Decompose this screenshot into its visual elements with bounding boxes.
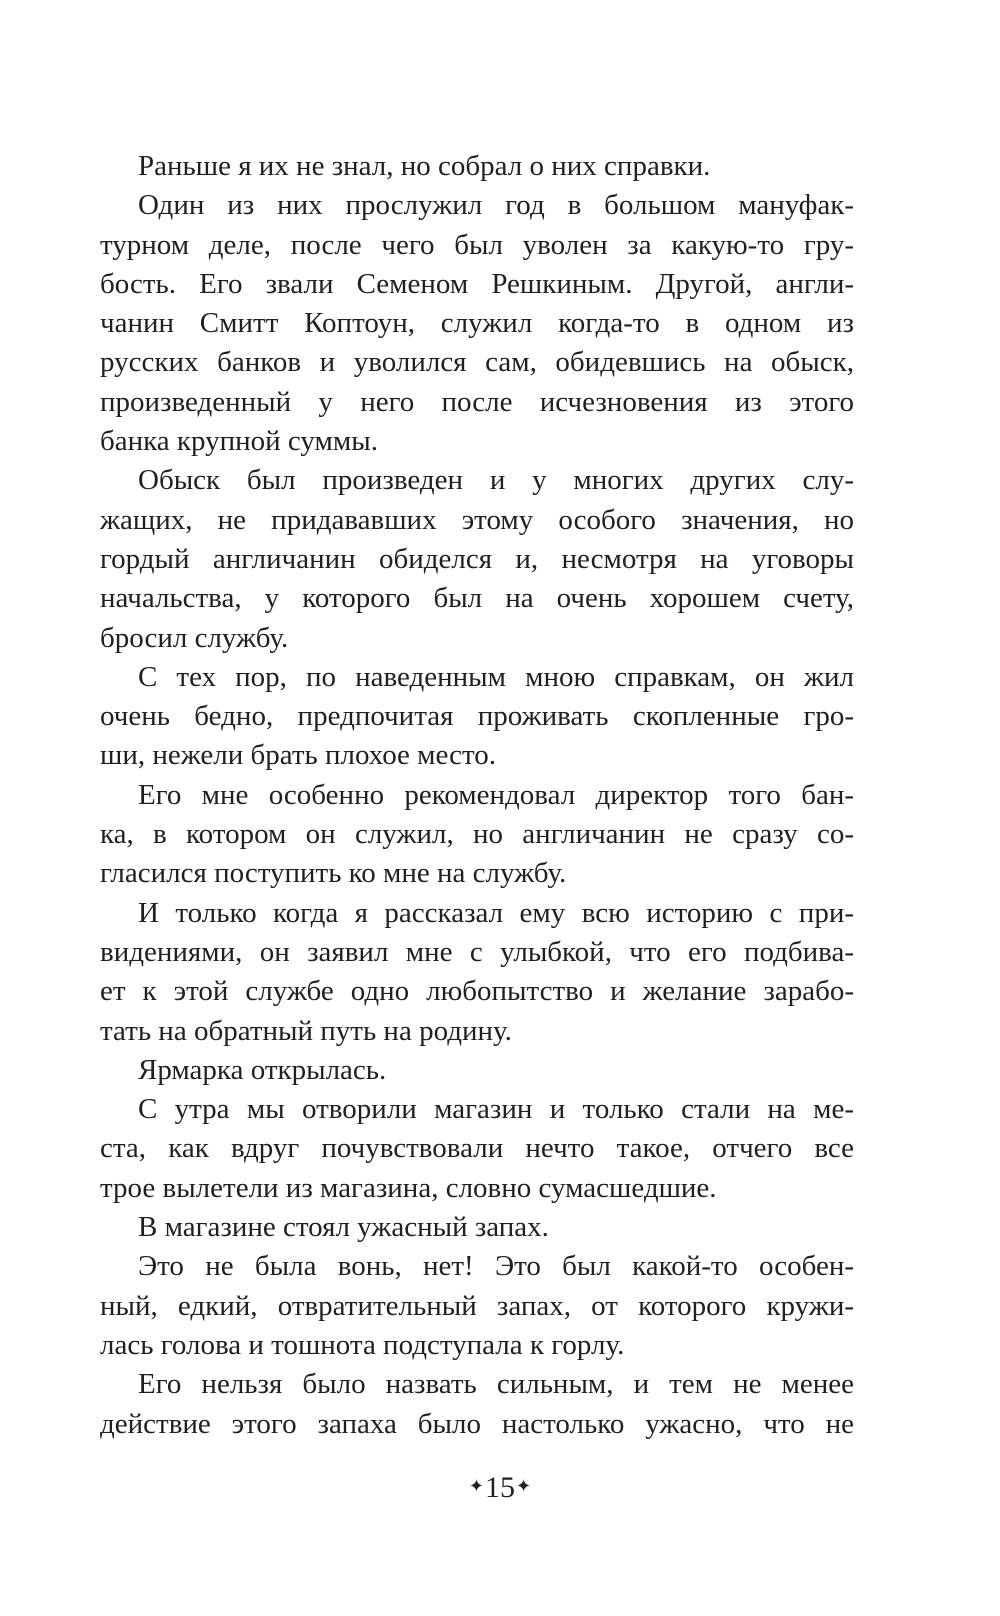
text-line: действие этого запаха было настолько ужасно, что не: [100, 1407, 854, 1440]
page-text: [100, 147, 854, 1444]
page-number-value: 15: [485, 1471, 515, 1504]
page-number: [0, 1470, 1000, 1509]
text-line: С тех пор, по наведенным мною справкам, он жил: [138, 660, 854, 693]
text-line: гласился поступить ко мне на службу.: [100, 857, 567, 890]
star-ornament-icon: ✦: [468, 1476, 484, 1496]
text-line: банка крупной суммы.: [100, 425, 378, 458]
text-line: начальства, у которого был на очень хорошем счету,: [100, 582, 854, 615]
text-line: русских банков и уволился сам, обидевшись на обыск,: [100, 346, 854, 379]
text-line: произведенный у него после исчезновения из этого: [100, 385, 854, 418]
text-line: Его мне особенно рекомендовал директор того бан-: [138, 778, 854, 811]
text-line: чанин Смитт Коптоун, служил когда-то в одном из: [100, 307, 854, 340]
text-line: Раньше я их не знал, но собрал о них справки.: [138, 150, 711, 182]
text-line: И только когда я рассказал ему всю историю с при-: [138, 896, 854, 929]
text-line: Ярмарка открылась.: [138, 1053, 387, 1086]
text-line: тать на обратный путь на родину.: [100, 1014, 512, 1047]
text-line: лась голова и тошнота подступала к горлу.: [100, 1328, 625, 1361]
text-line: очень бедно, предпочитая проживать скопленные гро-: [100, 700, 854, 733]
text-line: Это не была вонь, нет! Это был какой-то особен-: [138, 1250, 854, 1283]
text-line: видениями, он заявил мне с улыбкой, что его подбива-: [100, 935, 854, 968]
text-line: Обыск был произведен и у многих других слу-: [138, 464, 854, 497]
star-ornament-icon: ✦: [516, 1476, 532, 1496]
text-line: ши, нежели брать плохое место.: [100, 739, 497, 772]
text-line: трое вылетели из магазина, словно сумасшедшие.: [100, 1171, 717, 1204]
text-line: С утра мы отворили магазин и только стали на ме-: [138, 1093, 854, 1126]
text-line: ет к этой службе одно любопытство и желание зарабо-: [100, 975, 854, 1008]
text-line: бость. Его звали Семеном Решкиным. Другой, англи-: [100, 267, 854, 300]
text-line: Один из них прослужил год в большом мануфак-: [138, 189, 854, 222]
text-line: гордый англичанин обиделся и, несмотря на уговоры: [100, 542, 854, 575]
text-line: ный, едкий, отвратительный запах, от которого кружи-: [100, 1289, 854, 1322]
text-line: В магазине стоял ужасный запах.: [138, 1211, 549, 1244]
text-line: ста, как вдруг почувствовали нечто такое, отчего все: [100, 1132, 854, 1165]
text-line: Его нельзя было назвать сильным, и тем не менее: [138, 1368, 854, 1401]
text-line: жащих, не придававших этому особого значения, но: [100, 503, 854, 536]
text-line: бросил службу.: [100, 621, 289, 654]
text-line: турном деле, после чего был уволен за какую-то гру-: [100, 228, 854, 261]
text-line: ка, в котором он служил, но англичанин не сразу со-: [100, 818, 854, 851]
